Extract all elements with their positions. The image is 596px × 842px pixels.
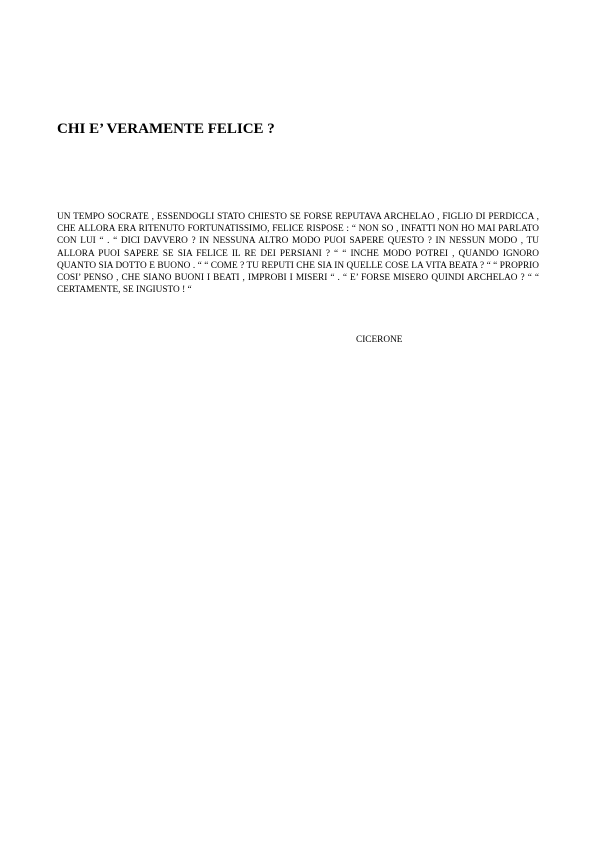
author-signature: CICERONE [356, 335, 403, 345]
body-paragraph: UN TEMPO SOCRATE , ESSENDOGLI STATO CHIESTO SE FORSE REPUTAVA ARCHELAO , FIGLIO DI PERDICCA , CHE ALLORA ERA RITENUTO FORTUNATISSIMO, FELICE RISPOSE : “ NON SO , INFATTI NON HO MAI PARLATO CON LUI “ . “ DICI DAVVERO ? IN NESSUNA ALTRO MODO PUOI SAPERE QUESTO ? IN NESSUN MODO , TU ALLORA PUOI SAPERE SE SIA FELICE IL RE DEI PERSIANI ? “ “ INCHE MODO POTREI , QUANDO IGNORO QUANTO SIA DOTTO E BUONO . “ “ COME ? TU REPUTI CHE SIA IN QUELLE COSE LA VITA BEATA ? “ “ PROPRIO COSI’ PENSO , CHE SIANO BUONI I BEATI , IMPROBI I MISERI “ . “ E’ FORSE MISERO QUINDI ARCHELAO ? “ “ CERTAMENTE, SE INGIUSTO ! “ [57, 212, 539, 296]
document-title: CHI E’ VERAMENTE FELICE ? [57, 121, 275, 137]
